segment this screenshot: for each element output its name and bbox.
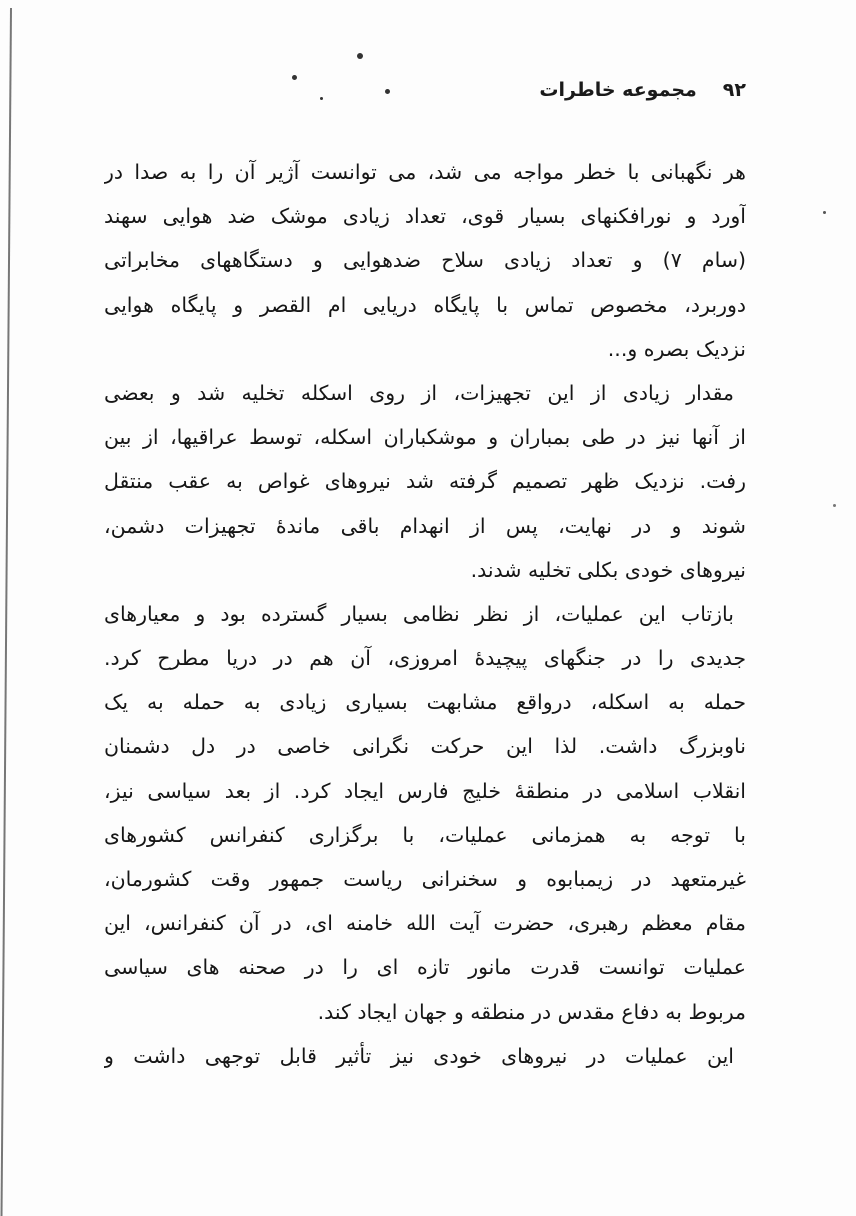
text-line: بازتاب این عملیات، از نظر نظامی بسیار گسترده بود و معیارهای: [104, 601, 734, 626]
running-header: [420, 72, 746, 108]
page-number: ۹۲: [722, 79, 746, 101]
text-line: شوند و در نهایت، پس از انهدام باقی ماندهٔ تجهیزات دشمن،: [104, 513, 746, 538]
text-line: از آنها نیز در طی بمباران و موشکباران اسکله، توسط عراقیها، از بین: [104, 425, 746, 450]
scan-speck: [823, 211, 826, 214]
text-line: با توجه به همزمانی عملیات، با برگزاری کنفرانس کشورهای: [104, 822, 746, 847]
scan-speck: [320, 97, 323, 100]
text-line: مقدار زیادی از این تجهیزات، از روی اسکله تخلیه شد و بعضی: [104, 380, 734, 405]
text-line: جدیدی را در جنگهای پیچیدهٔ امروزی، آن هم در دریا مطرح کرد.: [104, 646, 746, 671]
text-line: مربوط به دفاع مقدس در منطقه و جهان ایجاد کند.: [317, 999, 746, 1024]
text-line: دوربرد، مخصوص تماس با پایگاه دریایی ام القصر و پایگاه هوایی: [104, 292, 746, 317]
text-line: این عملیات در نیروهای خودی نیز تأثیر قابل توجهی داشت و: [104, 1043, 734, 1068]
page-binding-edge: [1, 8, 12, 1216]
scan-speck: [833, 504, 836, 507]
text-line: ناوبزرگ داشت. لذا این حرکت نگرانی خاصی در دل دشمنان: [104, 734, 746, 759]
running-title: مجموعه خاطرات: [539, 79, 697, 101]
text-line: رفت. نزدیک ظهر تصمیم گرفته شد نیروهای غواص به عقب منتقل: [104, 469, 746, 494]
text-line: نزدیک بصره و...: [607, 336, 746, 361]
scan-speck: [357, 53, 363, 59]
text-line: عملیات توانست قدرت مانور تازه ای را در صحنه های سیاسی: [104, 955, 746, 980]
text-line: هر نگهبانی با خطر مواجه می شد، می توانست آژیر آن را به صدا در: [104, 160, 746, 184]
scan-speck: [292, 75, 297, 80]
body-text: [104, 150, 746, 1078]
text-line: نیروهای خودی بکلی تخلیه شدند.: [470, 557, 746, 582]
text-line: آورد و نورافکنهای بسیار قوی، تعداد زیادی موشک ضد هوایی سهند: [104, 204, 746, 229]
text-line: (سام ۷) و تعداد زیادی سلاح ضدهوایی و دستگاههای مخابراتی: [104, 248, 746, 273]
text-line: حمله به اسکله، درواقع مشابهت بسیاری زیادی به حمله به یک: [104, 690, 746, 715]
scan-speck: [385, 89, 390, 94]
text-line: مقام معظم رهبری، حضرت آیت الله خامنه ای، در آن کنفرانس، این: [104, 911, 746, 936]
text-line: غیرمتعهد در زیمبابوه و سخنرانی ریاست جمهور وقت کشورمان،: [104, 867, 746, 891]
text-line: انقلاب اسلامی در منطقهٔ خلیج فارس ایجاد کرد. از بعد سیاسی نیز،: [104, 778, 746, 803]
